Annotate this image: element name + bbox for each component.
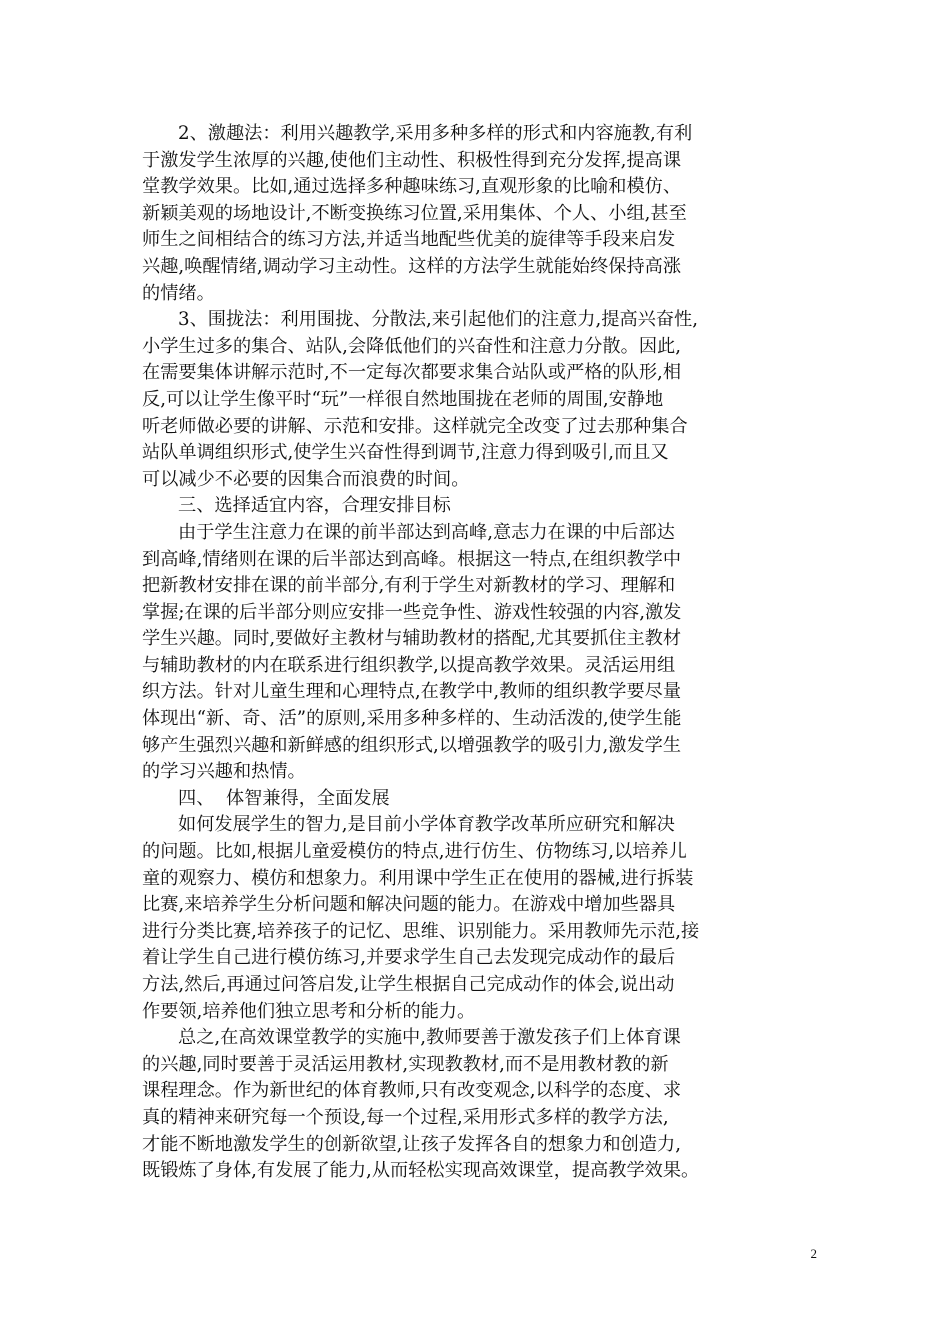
text-line: 如何发展学生的智力,是目前小学体育教学改革所应研究和解决 (178, 814, 675, 836)
paragraph-method-2 (142, 121, 814, 307)
text-line: 总之,在高效课堂教学的实施中,教师要善于激发孩子们上体育课 (178, 1027, 681, 1049)
text-line: 既锻炼了身体,有发展了能力,从而轻松实现高效课堂，提高教学效果。 (142, 1160, 700, 1182)
text-line: 到高峰,情绪则在课的后半部达到高峰。根据这一特点,在组织教学中 (142, 548, 682, 570)
text-line: 的情绪。 (142, 282, 215, 304)
heading-text: 三、选择适宜内容，合理安排目标 (178, 495, 451, 517)
text-line: 堂教学效果。比如,通过选择多种趣味练习,直观形象的比喻和模仿、 (142, 176, 682, 198)
text-line: 小学生过多的集合、站队,会降低他们的兴奋性和注意力分散。因此, (142, 335, 682, 357)
paragraph-conclusion (142, 1025, 814, 1185)
text-line: 听老师做必要的讲解、示范和安排。这样就完全改变了过去那种集合 (142, 415, 688, 437)
text-line: 掌握;在课的后半部分则应安排一些竞争性、游戏性较强的内容,激发 (142, 601, 682, 623)
text-line: 织方法。针对儿童生理和心理特点,在教学中,教师的组织教学要尽量 (142, 681, 682, 703)
text-line: 3、围拢法：利用围拢、分散法,来引起他们的注意力,提高兴奋性, (178, 309, 698, 331)
paragraph-method-3 (142, 307, 814, 493)
text-line: 体现出“新、奇、活”的原则,采用多种多样的、生动活泼的,使学生能 (142, 708, 682, 730)
text-line: 由于学生注意力在课的前半部达到高峰,意志力在课的中后部达 (178, 521, 675, 543)
text-line: 课程理念。作为新世纪的体育教师,只有改变观念,以科学的态度、求 (142, 1080, 682, 1102)
section-heading-4 (142, 786, 814, 813)
text-line: 可以减少不必要的因集合而浪费的时间。 (142, 468, 470, 490)
text-line: 兴趣,唤醒情绪,调动学习主动性。这样的方法学生就能始终保持高涨 (142, 255, 682, 277)
paragraph-section-4 (142, 812, 814, 1025)
text-line: 进行分类比赛,培养孩子的记忆、思维、识别能力。采用教师先示范,接 (142, 920, 700, 942)
text-line: 才能不断地激发学生的创新欲望,让孩子发挥各自的想象力和创造力, (142, 1133, 682, 1155)
text-line: 着让学生自己进行模仿练习,并要求学生自己去发现完成动作的最后 (142, 947, 676, 969)
text-line: 学生兴趣。同时,要做好主教材与辅助教材的搭配,尤其要抓住主教材 (142, 628, 682, 650)
text-line: 作要领,培养他们独立思考和分析的能力。 (142, 1000, 476, 1022)
text-line: 的兴趣,同时要善于灵活运用教材,实现教教材,而不是用教材教的新 (142, 1053, 669, 1075)
heading-text: 四、 体智兼得，全面发展 (178, 787, 390, 809)
text-line: 与辅助教材的内在联系进行组织教学,以提高教学效果。灵活运用组 (142, 654, 676, 676)
text-line: 在需要集体讲解示范时,不一定每次都要求集合站队或严格的队形,相 (142, 362, 682, 384)
text-line: 的问题。比如,根据儿童爱模仿的特点,进行仿生、仿物练习,以培养儿 (142, 841, 687, 863)
text-line: 童的观察力、模仿和想象力。利用课中学生正在使用的器械,进行拆装 (142, 867, 694, 889)
text-line: 站队单调组织形式,使学生兴奋性得到调节,注意力得到吸引,而且又 (142, 442, 669, 464)
text-line: 真的精神来研究每一个预设,每一个过程,采用形式多样的教学方法, (142, 1106, 669, 1128)
text-line: 方法,然后,再通过问答启发,让学生根据自己完成动作的体会,说出动 (142, 974, 675, 995)
text-line: 的学习兴趣和热情。 (142, 761, 306, 783)
text-line: 2、激趣法：利用兴趣教学,采用多种多样的形式和内容施教,有利 (178, 123, 693, 144)
section-heading-3 (142, 493, 814, 520)
text-line: 比赛,来培养学生分析问题和解决问题的能力。在游戏中增加些器具 (142, 894, 676, 916)
paragraph-section-3 (142, 520, 814, 786)
text-line: 够产生强烈兴趣和新鲜感的组织形式,以增强教学的吸引力,激发学生 (142, 734, 682, 756)
text-line: 把新教材安排在课的前半部分,有利于学生对新教材的学习、理解和 (142, 575, 676, 597)
text-line: 师生之间相结合的练习方法,并适当地配些优美的旋律等手段来启发 (142, 229, 676, 251)
text-line: 于激发学生浓厚的兴趣,使他们主动性、积极性得到充分发挥,提高课 (142, 149, 682, 171)
text-line: 新颖美观的场地设计,不断变换练习位置,采用集体、个人、小组,甚至 (142, 202, 687, 224)
document-body (142, 121, 814, 1185)
page-number: 2 (810, 1246, 817, 1261)
text-line: 反,可以让学生像平时“玩”一样很自然地围拢在老师的周围,安静地 (142, 388, 664, 410)
